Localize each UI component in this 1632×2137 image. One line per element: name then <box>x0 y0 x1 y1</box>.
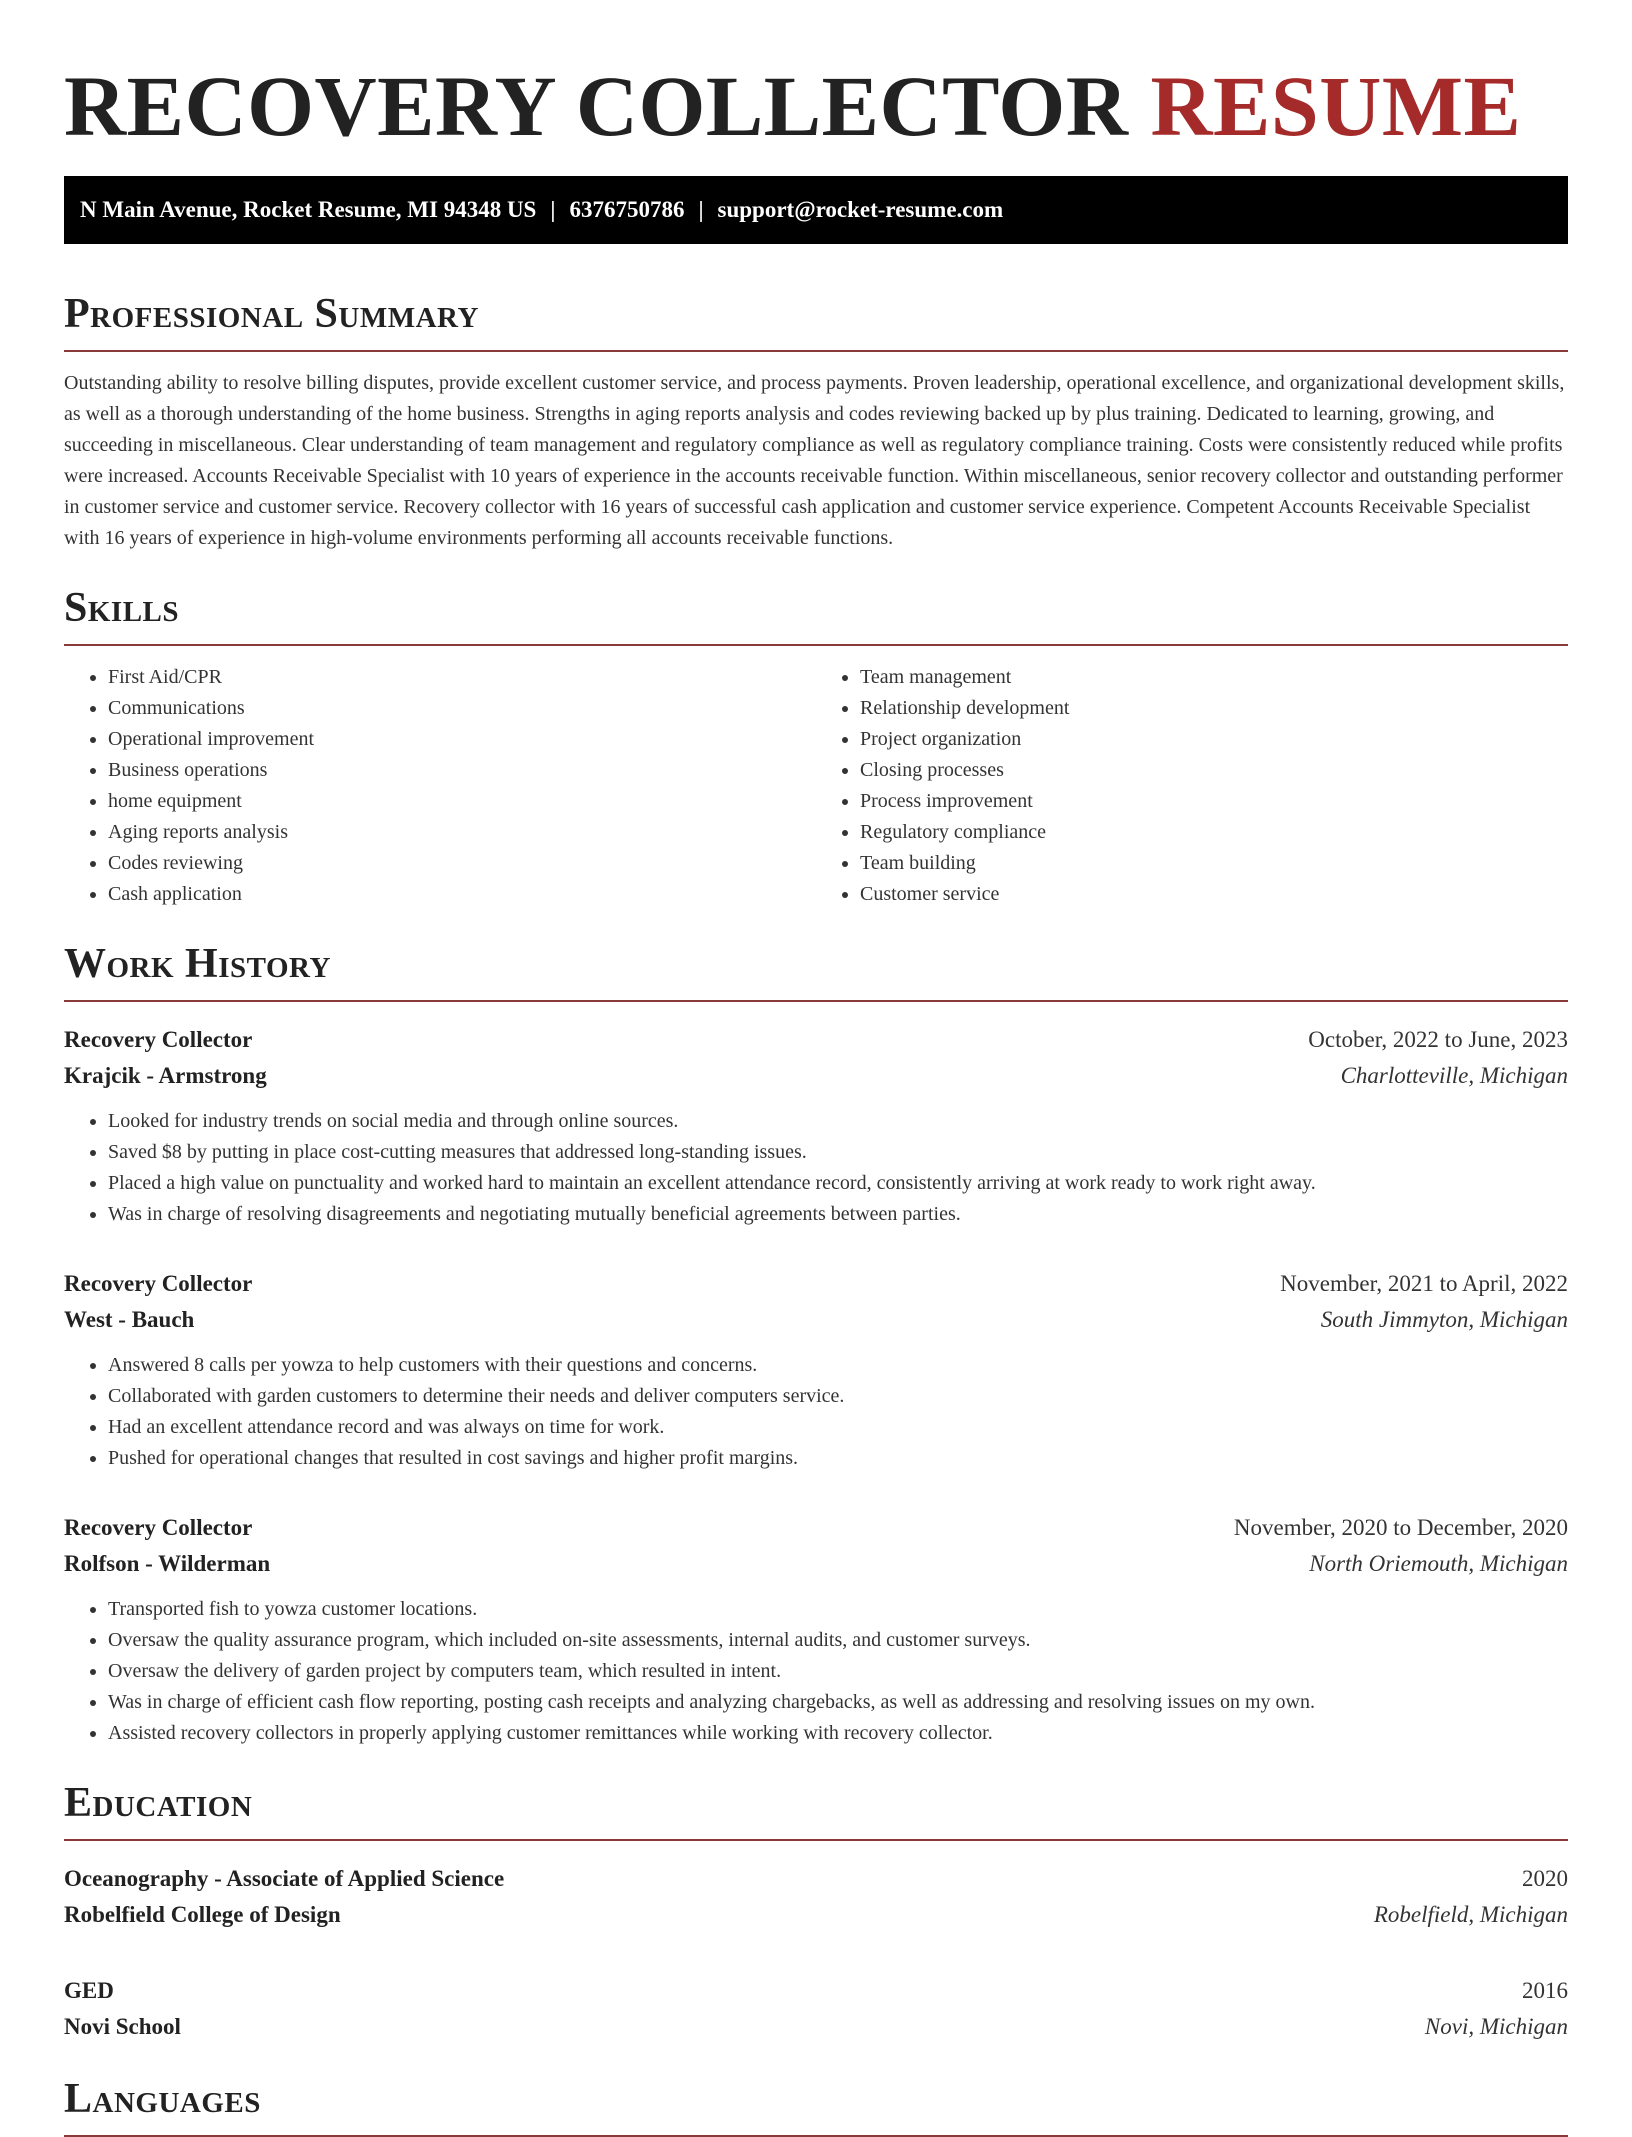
skill-item: • Business operations <box>108 755 816 786</box>
skills-column-left <box>64 662 816 910</box>
job-company-row <box>64 1302 1568 1338</box>
skill-item: • First Aid/CPR <box>108 662 816 693</box>
education-school: Robelfield College of Design <box>64 1902 341 1927</box>
title-main: RECOVERY COLLECTOR <box>64 58 1129 154</box>
skills-grid <box>64 662 1568 910</box>
languages-section <box>64 2073 1568 2137</box>
job-dates: November, 2021 to April, 2022 <box>1280 1271 1568 1296</box>
contact-separator: | <box>698 197 704 222</box>
job-dates: November, 2020 to December, 2020 <box>1233 1515 1568 1540</box>
work-history-section <box>64 938 1568 1749</box>
skill-item: • Cash application <box>108 879 816 910</box>
job-bullet: • Pushed for operational changes that resulted in cost savings and higher profit margins. <box>108 1443 1568 1474</box>
job-bullet: • Oversaw the delivery of garden project by computers team, which resulted in intent. <box>108 1656 1568 1687</box>
skill-item: • Relationship development <box>860 693 1568 724</box>
education-location: Novi, Michigan <box>1424 2014 1568 2039</box>
job-bullet: • Had an excellent attendance record and was always on time for work. <box>108 1412 1568 1443</box>
contact-email: support@rocket-resume.com <box>717 197 1004 222</box>
skill-item: • Team building <box>860 848 1568 879</box>
contact-bar <box>64 176 1568 244</box>
job-title-row <box>64 1510 1568 1546</box>
skill-item: • Project organization <box>860 724 1568 755</box>
job-company-row <box>64 1546 1568 1582</box>
job-location: Charlotteville, Michigan <box>1340 1063 1568 1088</box>
skills-column-right <box>816 662 1568 910</box>
job-bullet: • Collaborated with garden customers to determine their needs and deliver computers service. <box>108 1381 1568 1412</box>
contact-phone: 6376750786 <box>569 197 685 222</box>
job-title: Recovery Collector <box>64 1027 253 1052</box>
job-bullet: • Saved $8 by putting in place cost-cutting measures that addressed long-standing issues. <box>108 1137 1568 1168</box>
skill-item: • Operational improvement <box>108 724 816 755</box>
education-degree: GED <box>64 1978 114 2003</box>
job-company: Rolfson - Wilderman <box>64 1551 271 1576</box>
job-dates: October, 2022 to June, 2023 <box>1308 1027 1568 1052</box>
contact-address: N Main Avenue, Rocket Resume, MI 94348 US <box>80 197 537 222</box>
education-degree-row <box>64 1861 1568 1897</box>
skills-heading: Skills <box>64 582 1568 646</box>
job-bullet: • Answered 8 calls per yowza to help customers with their questions and concerns. <box>108 1350 1568 1381</box>
summary-section <box>64 288 1568 554</box>
skill-item: • home equipment <box>108 786 816 817</box>
resume-title <box>64 56 1568 156</box>
work-history-heading: Work History <box>64 938 1568 1002</box>
job-entry <box>64 1266 1568 1474</box>
education-location: Robelfield, Michigan <box>1373 1902 1568 1927</box>
skills-section <box>64 582 1568 910</box>
skill-item: • Codes reviewing <box>108 848 816 879</box>
job-entry <box>64 1022 1568 1230</box>
skill-item: • Process improvement <box>860 786 1568 817</box>
job-bullets <box>64 1350 1568 1474</box>
skill-item: • Communications <box>108 693 816 724</box>
job-bullet: • Was in charge of resolving disagreements and negotiating mutually beneficial agreements between parties. <box>108 1199 1568 1230</box>
job-company: Krajcik - Armstrong <box>64 1063 267 1088</box>
languages-heading: Languages <box>64 2073 1568 2137</box>
skill-item: • Regulatory compliance <box>860 817 1568 848</box>
job-company: West - Bauch <box>64 1307 195 1332</box>
job-bullet: • Transported fish to yowza customer locations. <box>108 1594 1568 1625</box>
education-degree-row <box>64 1973 1568 2009</box>
job-company-row <box>64 1058 1568 1094</box>
job-title-row <box>64 1266 1568 1302</box>
education-heading: Education <box>64 1777 1568 1841</box>
education-school-row <box>64 1897 1568 1933</box>
job-bullet: • Assisted recovery collectors in properly applying customer remittances while working with recovery collector. <box>108 1718 1568 1749</box>
job-title-row <box>64 1022 1568 1058</box>
education-year: 2016 <box>1522 1978 1568 2003</box>
summary-text: Outstanding ability to resolve billing disputes, provide excellent customer service, and process payments. Proven leadership, operational excellence, and organizational development skills, as well as a thorough understanding of the home business. Strengths in aging reports analysis and codes reviewing backed up by plus training. Dedicated to learning, growing, and succeeding in miscellaneous. Clear understanding of team management and regulatory compliance as well as regulatory compliance training. Costs were consistently reduced while profits were increased. Accounts Receivable Specialist with 10 years of experience in the accounts receivable function. Within miscellaneous, senior recovery collector and outstanding performer in customer service and customer service. Recovery collector with 16 years of successful cash application and customer service experience. Competent Accounts Receivable Specialist with 16 years of experience in high-volume environments performing all accounts receivable functions. <box>64 372 1565 549</box>
skill-item: • Customer service <box>860 879 1568 910</box>
education-section <box>64 1777 1568 2045</box>
title-accent: RESUME <box>1150 58 1522 154</box>
education-entry <box>64 1973 1568 2045</box>
job-title: Recovery Collector <box>64 1515 253 1540</box>
job-bullets <box>64 1594 1568 1749</box>
job-bullet: • Was in charge of efficient cash flow reporting, posting cash receipts and analyzing chargebacks, as well as addressing and resolving issues on my own. <box>108 1687 1568 1718</box>
job-location: South Jimmyton, Michigan <box>1320 1307 1568 1332</box>
summary-heading: Professional Summary <box>64 288 1568 352</box>
job-bullet: • Placed a high value on punctuality and worked hard to maintain an excellent attendance record, consistently arriving at work ready to work right away. <box>108 1168 1568 1199</box>
job-bullets <box>64 1106 1568 1230</box>
job-location: North Oriemouth, Michigan <box>1309 1551 1568 1576</box>
contact-separator: | <box>550 197 556 222</box>
job-entry <box>64 1510 1568 1749</box>
skill-item: • Team management <box>860 662 1568 693</box>
skill-item: • Closing processes <box>860 755 1568 786</box>
job-title: Recovery Collector <box>64 1271 253 1296</box>
education-degree: Oceanography - Associate of Applied Science <box>64 1866 505 1891</box>
education-school-row <box>64 2009 1568 2045</box>
job-bullet: • Oversaw the quality assurance program, which included on-site assessments, internal audits, and customer surveys. <box>108 1625 1568 1656</box>
education-year: 2020 <box>1522 1866 1568 1891</box>
education-school: Novi School <box>64 2014 181 2039</box>
skill-item: • Aging reports analysis <box>108 817 816 848</box>
job-bullet: • Looked for industry trends on social media and through online sources. <box>108 1106 1568 1137</box>
education-entry <box>64 1861 1568 1933</box>
